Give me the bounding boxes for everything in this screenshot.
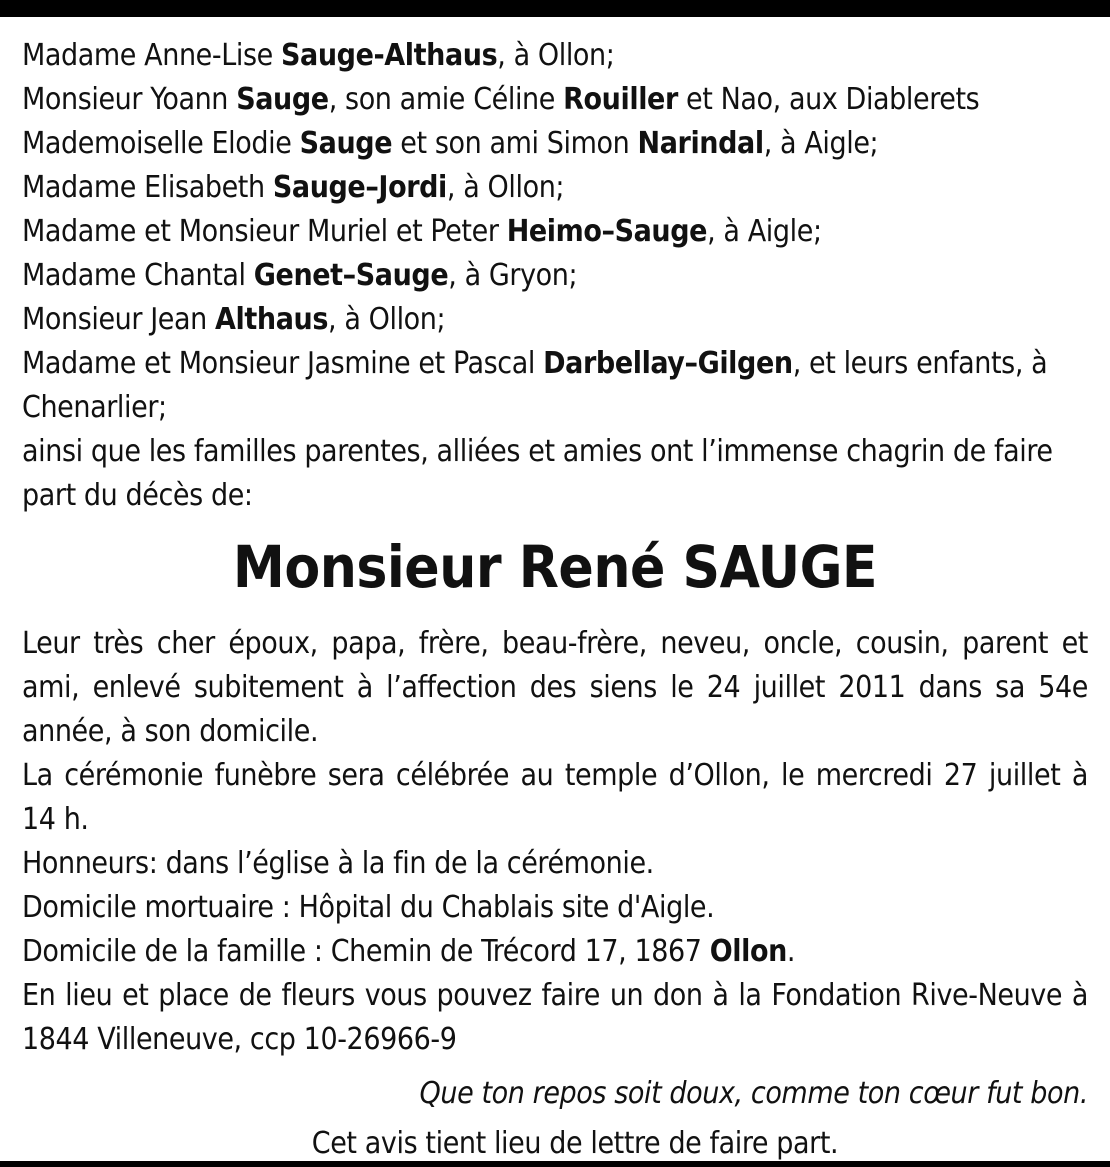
family-line-5 [22, 210, 1088, 254]
family-text: Madame et Monsieur Muriel et Peter [22, 214, 507, 249]
family-name: Darbellay–Gilgen [543, 346, 793, 381]
family-line-3 [22, 122, 1088, 166]
family-text: , à Gryon; [448, 258, 578, 293]
family-line-7 [22, 298, 1088, 342]
tribute-paragraph: Leur très cher époux, papa, frère, beau-frère, neveu, oncle, cousin, parent et ami, enlevé subitement à l’affection des siens le 24 juillet 2011 dans sa 54e année, à son domicile. [22, 626, 1088, 749]
family-text: et Nao, aux Diablerets [677, 82, 980, 117]
family-text: , à Ollon; [497, 38, 615, 73]
family-text: et son ami Simon [392, 126, 638, 161]
family-line-4 [22, 166, 1088, 210]
family-text: Madame Chantal [22, 258, 254, 293]
family-text: , et leurs enfants, à Chenarlier; [22, 346, 1048, 425]
family-text: , son amie Céline [328, 82, 564, 117]
closing-note: Cet avis tient lieu de lettre de faire part. [311, 1126, 839, 1161]
honors-info: Honneurs: dans l’église à la fin de la cérémonie. [22, 846, 654, 881]
family-text: Monsieur Yoann [22, 82, 237, 117]
family-line-2 [22, 78, 1088, 122]
memorial-motto: Que ton repos soit doux, comme ton cœur fut bon. [419, 1076, 1088, 1111]
bottom-rule [0, 1161, 1110, 1167]
family-home-info [22, 930, 1088, 974]
families-announcement: ainsi que les familles parentes, alliées et amies ont l’immense chagrin de faire part du décès de: [22, 434, 1053, 513]
family-line-8 [22, 342, 1088, 430]
family-home-town: Ollon [709, 934, 787, 969]
family-name: Sauge [299, 126, 393, 161]
family-name: Sauge-Althaus [280, 38, 498, 73]
family-line-1 [22, 34, 1088, 78]
family-text: , à Aigle; [763, 126, 879, 161]
obituary-notice [22, 34, 1088, 1166]
ceremony-info: La cérémonie funèbre sera célébrée au temple d’Ollon, le mercredi 27 juillet à 14 h. [22, 758, 1088, 837]
family-text: , à Ollon; [446, 170, 565, 205]
donation-info: En lieu et place de fleurs vous pouvez faire un don à la Fondation Rive-Neuve à 1844 Villeneuve, ccp 10-26966-9 [22, 978, 1088, 1057]
family-name: Narindal [637, 126, 764, 161]
family-text: , à Ollon; [328, 302, 446, 337]
deceased-name: Monsieur René SAUGE [232, 533, 878, 601]
family-name: Sauge–Jordi [272, 170, 447, 205]
family-text: Mademoiselle Elodie [22, 126, 300, 161]
family-name: Sauge [236, 82, 329, 117]
family-text: Madame et Monsieur Jasmine et Pascal [22, 346, 544, 381]
family-home-address: Domicile de la famille : Chemin de Trécord 17, 1867 [22, 934, 710, 969]
family-text: Madame Elisabeth [22, 170, 273, 205]
family-line-6 [22, 254, 1088, 298]
family-text: Monsieur Jean [22, 302, 216, 337]
family-text: , à Aigle; [707, 214, 822, 249]
top-rule [0, 0, 1110, 17]
family-text: Madame Anne-Lise [22, 38, 281, 73]
family-home-end: . [786, 934, 796, 969]
family-name: Rouiller [563, 82, 678, 117]
family-name: Genet–Sauge [253, 258, 449, 293]
mortuary-info: Domicile mortuaire : Hôpital du Chablais site d'Aigle. [22, 890, 715, 925]
family-name: Althaus [215, 302, 328, 337]
family-name: Heimo–Sauge [506, 214, 708, 249]
